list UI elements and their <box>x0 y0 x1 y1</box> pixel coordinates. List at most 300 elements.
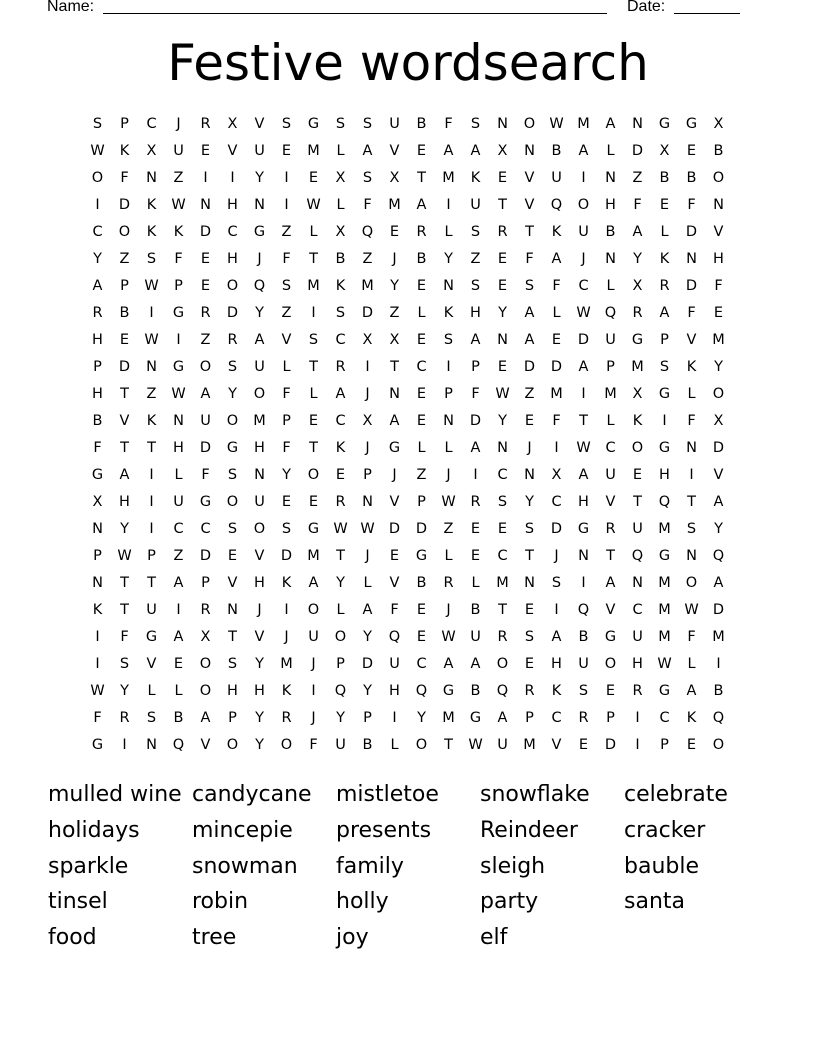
grid-letter[interactable]: W <box>360 521 375 537</box>
grid-letter[interactable]: Y <box>282 467 291 483</box>
grid-letter[interactable]: W <box>333 521 348 537</box>
grid-letter[interactable]: E <box>200 278 211 294</box>
grid-letter[interactable]: P <box>660 332 669 348</box>
grid-letter[interactable]: Z <box>281 224 292 240</box>
grid-letter[interactable]: P <box>606 359 615 375</box>
grid-letter[interactable]: N <box>443 278 454 294</box>
grid-letter[interactable]: G <box>604 629 617 645</box>
grid-letter[interactable]: S <box>659 359 670 375</box>
grid-letter[interactable]: N <box>497 332 508 348</box>
grid-letter[interactable]: Y <box>120 521 129 537</box>
grid-letter[interactable]: N <box>632 575 643 591</box>
grid-letter[interactable]: N <box>254 197 265 213</box>
grid-letter[interactable]: A <box>173 575 184 591</box>
grid-letter[interactable]: I <box>554 440 559 456</box>
grid-letter[interactable]: Z <box>173 548 184 564</box>
grid-letter[interactable]: I <box>581 386 586 402</box>
grid-letter[interactable]: D <box>199 440 212 456</box>
grid-letter[interactable]: K <box>659 251 670 267</box>
grid-letter[interactable]: O <box>334 629 347 645</box>
grid-letter[interactable]: B <box>92 413 103 429</box>
grid-letter[interactable]: S <box>92 116 103 132</box>
grid-letter[interactable]: U <box>254 494 265 510</box>
grid-letter[interactable]: V <box>281 332 292 348</box>
grid-letter[interactable]: A <box>470 440 481 456</box>
grid-letter[interactable]: H <box>92 332 103 348</box>
grid-letter[interactable]: O <box>226 737 239 753</box>
grid-letter[interactable]: J <box>554 548 559 564</box>
grid-letter[interactable]: I <box>149 521 154 537</box>
grid-letter[interactable]: V <box>227 575 238 591</box>
grid-letter[interactable]: T <box>687 494 696 510</box>
grid-letter[interactable]: S <box>524 629 535 645</box>
grid-letter[interactable]: A <box>605 575 616 591</box>
grid-letter[interactable]: H <box>578 494 589 510</box>
grid-letter[interactable]: X <box>227 116 238 132</box>
grid-letter[interactable]: A <box>443 656 454 672</box>
grid-letter[interactable]: P <box>201 575 210 591</box>
grid-letter[interactable]: T <box>417 170 426 186</box>
grid-letter[interactable]: D <box>280 548 293 564</box>
grid-letter[interactable]: K <box>281 683 292 699</box>
grid-letter[interactable]: N <box>389 386 400 402</box>
grid-letter[interactable]: E <box>524 602 535 618</box>
grid-letter[interactable]: A <box>551 251 562 267</box>
grid-letter[interactable]: G <box>658 116 671 132</box>
grid-letter[interactable]: J <box>392 251 397 267</box>
date-line[interactable] <box>674 13 740 14</box>
grid-letter[interactable]: S <box>497 494 508 510</box>
grid-letter[interactable]: U <box>254 143 265 159</box>
grid-letter[interactable]: I <box>176 602 181 618</box>
grid-letter[interactable]: K <box>146 413 157 429</box>
grid-letter[interactable]: P <box>363 467 372 483</box>
grid-letter[interactable]: R <box>416 224 427 240</box>
grid-letter[interactable]: U <box>470 629 481 645</box>
grid-letter[interactable]: P <box>147 548 156 564</box>
grid-letter[interactable]: G <box>685 116 698 132</box>
grid-letter[interactable]: K <box>686 710 697 726</box>
grid-letter[interactable]: O <box>712 386 725 402</box>
grid-letter[interactable]: U <box>605 467 616 483</box>
grid-letter[interactable]: N <box>92 575 103 591</box>
grid-letter[interactable]: F <box>471 386 480 402</box>
grid-letter[interactable]: W <box>144 278 159 294</box>
grid-letter[interactable]: G <box>388 440 401 456</box>
grid-letter[interactable]: X <box>389 332 400 348</box>
grid-letter[interactable]: W <box>549 116 564 132</box>
grid-letter[interactable]: U <box>632 521 643 537</box>
grid-letter[interactable]: L <box>336 602 345 618</box>
grid-letter[interactable]: Y <box>255 710 264 726</box>
grid-letter[interactable]: L <box>417 440 426 456</box>
grid-letter[interactable]: Z <box>362 251 373 267</box>
grid-letter[interactable]: G <box>307 521 320 537</box>
grid-letter[interactable]: E <box>416 413 427 429</box>
grid-letter[interactable]: X <box>389 170 400 186</box>
grid-letter[interactable]: M <box>550 386 563 402</box>
grid-letter[interactable]: I <box>122 737 127 753</box>
grid-letter[interactable]: G <box>415 548 428 564</box>
grid-letter[interactable]: Q <box>604 305 617 321</box>
grid-letter[interactable]: K <box>551 224 562 240</box>
grid-letter[interactable]: Q <box>631 548 644 564</box>
grid-letter[interactable]: U <box>578 224 589 240</box>
grid-letter[interactable]: Z <box>443 521 454 537</box>
grid-letter[interactable]: T <box>498 197 507 213</box>
grid-letter[interactable]: F <box>687 197 696 213</box>
grid-letter[interactable]: R <box>470 494 481 510</box>
grid-letter[interactable]: N <box>362 494 373 510</box>
grid-letter[interactable]: H <box>551 656 562 672</box>
grid-letter[interactable]: Q <box>361 224 374 240</box>
grid-letter[interactable]: O <box>523 116 536 132</box>
grid-letter[interactable]: V <box>524 197 535 213</box>
grid-letter[interactable]: G <box>658 386 671 402</box>
grid-letter[interactable]: M <box>712 629 725 645</box>
grid-letter[interactable]: R <box>632 305 643 321</box>
grid-letter[interactable]: Y <box>390 278 399 294</box>
grid-letter[interactable]: H <box>632 656 643 672</box>
grid-letter[interactable]: B <box>119 305 130 321</box>
grid-letter[interactable]: Q <box>658 494 671 510</box>
grid-letter[interactable]: O <box>712 737 725 753</box>
grid-letter[interactable]: H <box>470 305 481 321</box>
grid-letter[interactable]: D <box>415 521 428 537</box>
grid-letter[interactable]: P <box>93 548 102 564</box>
grid-letter[interactable]: N <box>146 737 157 753</box>
grid-letter[interactable]: D <box>388 521 401 537</box>
grid-letter[interactable]: W <box>495 386 510 402</box>
grid-letter[interactable]: I <box>581 170 586 186</box>
grid-letter[interactable]: O <box>496 656 509 672</box>
grid-letter[interactable]: A <box>308 575 319 591</box>
grid-letter[interactable]: E <box>389 224 400 240</box>
grid-letter[interactable]: H <box>119 494 130 510</box>
grid-letter[interactable]: T <box>525 224 534 240</box>
grid-letter[interactable]: U <box>254 359 265 375</box>
grid-letter[interactable]: M <box>658 521 671 537</box>
grid-letter[interactable]: K <box>146 224 157 240</box>
grid-letter[interactable]: P <box>336 656 345 672</box>
grid-letter[interactable]: K <box>146 197 157 213</box>
grid-letter[interactable]: V <box>605 602 616 618</box>
grid-letter[interactable]: P <box>174 278 183 294</box>
grid-letter[interactable]: E <box>416 332 427 348</box>
grid-letter[interactable]: B <box>416 251 427 267</box>
grid-letter[interactable]: K <box>470 170 481 186</box>
grid-letter[interactable]: J <box>311 656 316 672</box>
grid-letter[interactable]: S <box>443 332 454 348</box>
grid-letter[interactable]: O <box>253 386 266 402</box>
grid-letter[interactable]: T <box>309 359 318 375</box>
grid-letter[interactable]: U <box>173 494 184 510</box>
name-line[interactable] <box>103 13 607 14</box>
grid-letter[interactable]: S <box>146 710 157 726</box>
grid-letter[interactable]: J <box>176 116 181 132</box>
grid-letter[interactable]: A <box>632 224 643 240</box>
grid-letter[interactable]: D <box>118 359 131 375</box>
grid-letter[interactable]: S <box>227 359 238 375</box>
grid-letter[interactable]: Q <box>712 548 725 564</box>
grid-letter[interactable]: I <box>95 629 100 645</box>
grid-letter[interactable]: E <box>416 629 427 645</box>
grid-letter[interactable]: S <box>227 521 238 537</box>
grid-letter[interactable]: X <box>659 143 670 159</box>
grid-letter[interactable]: S <box>335 116 346 132</box>
grid-letter[interactable]: R <box>200 602 211 618</box>
grid-letter[interactable]: F <box>552 278 561 294</box>
grid-letter[interactable]: V <box>686 332 697 348</box>
grid-letter[interactable]: A <box>686 683 697 699</box>
grid-letter[interactable]: Y <box>255 656 264 672</box>
grid-letter[interactable]: D <box>118 197 131 213</box>
grid-letter[interactable]: C <box>335 332 346 348</box>
grid-letter[interactable]: M <box>631 359 644 375</box>
grid-letter[interactable]: C <box>551 494 562 510</box>
grid-letter[interactable]: V <box>389 575 400 591</box>
grid-letter[interactable]: D <box>469 413 482 429</box>
grid-letter[interactable]: G <box>631 332 644 348</box>
grid-letter[interactable]: F <box>363 197 372 213</box>
grid-letter[interactable]: M <box>496 575 509 591</box>
grid-letter[interactable]: M <box>442 170 455 186</box>
grid-letter[interactable]: S <box>470 116 481 132</box>
grid-letter[interactable]: X <box>335 224 346 240</box>
grid-letter[interactable]: C <box>578 278 589 294</box>
grid-letter[interactable]: D <box>550 521 563 537</box>
grid-letter[interactable]: H <box>92 386 103 402</box>
grid-letter[interactable]: T <box>120 602 129 618</box>
grid-letter[interactable]: L <box>444 548 453 564</box>
grid-letter[interactable]: B <box>713 143 724 159</box>
grid-letter[interactable]: F <box>282 251 291 267</box>
grid-letter[interactable]: I <box>311 305 316 321</box>
grid-letter[interactable]: K <box>551 683 562 699</box>
grid-letter[interactable]: X <box>92 494 103 510</box>
grid-letter[interactable]: K <box>281 575 292 591</box>
grid-letter[interactable]: F <box>444 116 453 132</box>
grid-letter[interactable]: A <box>443 143 454 159</box>
grid-letter[interactable]: Z <box>200 332 211 348</box>
grid-letter[interactable]: E <box>200 251 211 267</box>
grid-letter[interactable]: I <box>95 656 100 672</box>
grid-letter[interactable]: U <box>173 143 184 159</box>
grid-letter[interactable]: A <box>470 656 481 672</box>
grid-letter[interactable]: J <box>365 548 370 564</box>
grid-letter[interactable]: Q <box>253 278 266 294</box>
grid-letter[interactable]: S <box>227 656 238 672</box>
grid-letter[interactable]: B <box>659 170 670 186</box>
grid-letter[interactable]: O <box>307 467 320 483</box>
grid-letter[interactable]: M <box>388 197 401 213</box>
grid-letter[interactable]: I <box>284 197 289 213</box>
grid-letter[interactable]: Y <box>255 170 264 186</box>
grid-letter[interactable]: X <box>335 170 346 186</box>
grid-letter[interactable]: I <box>392 710 397 726</box>
grid-letter[interactable]: M <box>658 575 671 591</box>
grid-letter[interactable]: Y <box>417 710 426 726</box>
grid-letter[interactable]: V <box>119 413 130 429</box>
grid-letter[interactable]: U <box>308 629 319 645</box>
grid-letter[interactable]: I <box>149 305 154 321</box>
grid-letter[interactable]: I <box>311 683 316 699</box>
grid-letter[interactable]: R <box>497 224 508 240</box>
grid-letter[interactable]: I <box>716 656 721 672</box>
grid-letter[interactable]: E <box>686 737 697 753</box>
grid-letter[interactable]: M <box>307 548 320 564</box>
grid-letter[interactable]: E <box>416 386 427 402</box>
grid-letter[interactable]: U <box>551 170 562 186</box>
grid-letter[interactable]: M <box>280 656 293 672</box>
grid-letter[interactable]: D <box>685 278 698 294</box>
grid-letter[interactable]: E <box>281 143 292 159</box>
grid-letter[interactable]: G <box>226 440 239 456</box>
grid-letter[interactable]: G <box>307 116 320 132</box>
grid-letter[interactable]: K <box>632 413 643 429</box>
grid-letter[interactable]: L <box>552 305 561 321</box>
grid-letter[interactable]: V <box>146 656 157 672</box>
grid-letter[interactable]: G <box>253 224 266 240</box>
grid-letter[interactable]: M <box>712 332 725 348</box>
grid-letter[interactable]: Q <box>388 629 401 645</box>
grid-letter[interactable]: X <box>200 629 211 645</box>
grid-letter[interactable]: P <box>120 116 129 132</box>
grid-letter[interactable]: R <box>335 359 346 375</box>
grid-letter[interactable]: L <box>336 143 345 159</box>
grid-letter[interactable]: D <box>361 305 374 321</box>
grid-letter[interactable]: M <box>577 116 590 132</box>
grid-letter[interactable]: I <box>149 494 154 510</box>
grid-letter[interactable]: L <box>390 737 399 753</box>
grid-letter[interactable]: N <box>524 143 535 159</box>
grid-letter[interactable]: I <box>635 710 640 726</box>
grid-letter[interactable]: A <box>470 143 481 159</box>
grid-letter[interactable]: O <box>631 440 644 456</box>
grid-letter[interactable]: M <box>523 737 536 753</box>
grid-letter[interactable]: F <box>714 278 723 294</box>
grid-letter[interactable]: A <box>497 710 508 726</box>
grid-letter[interactable]: G <box>658 548 671 564</box>
grid-letter[interactable]: S <box>335 305 346 321</box>
grid-letter[interactable]: L <box>444 224 453 240</box>
grid-letter[interactable]: A <box>254 332 265 348</box>
grid-letter[interactable]: I <box>689 467 694 483</box>
grid-letter[interactable]: H <box>389 683 400 699</box>
grid-letter[interactable]: U <box>389 656 400 672</box>
grid-letter[interactable]: N <box>605 170 616 186</box>
grid-letter[interactable]: W <box>306 197 321 213</box>
grid-letter[interactable]: Y <box>93 251 102 267</box>
grid-letter[interactable]: L <box>444 440 453 456</box>
grid-letter[interactable]: S <box>119 656 130 672</box>
grid-letter[interactable]: H <box>173 440 184 456</box>
grid-letter[interactable]: Q <box>334 683 347 699</box>
grid-letter[interactable]: N <box>605 251 616 267</box>
grid-letter[interactable]: P <box>228 710 237 726</box>
grid-letter[interactable]: E <box>281 494 292 510</box>
grid-letter[interactable]: K <box>686 359 697 375</box>
grid-letter[interactable]: D <box>712 440 725 456</box>
grid-letter[interactable]: O <box>712 170 725 186</box>
grid-letter[interactable]: P <box>471 359 480 375</box>
grid-letter[interactable]: A <box>335 386 346 402</box>
grid-letter[interactable]: L <box>174 683 183 699</box>
grid-letter[interactable]: W <box>171 197 186 213</box>
grid-letter[interactable]: B <box>713 683 724 699</box>
grid-letter[interactable]: E <box>578 737 589 753</box>
grid-letter[interactable]: P <box>363 710 372 726</box>
grid-letter[interactable]: M <box>658 629 671 645</box>
grid-letter[interactable]: R <box>578 710 589 726</box>
grid-letter[interactable]: T <box>147 575 156 591</box>
grid-letter[interactable]: W <box>90 683 105 699</box>
grid-letter[interactable]: W <box>90 143 105 159</box>
grid-letter[interactable]: Y <box>363 629 372 645</box>
grid-letter[interactable]: H <box>713 251 724 267</box>
grid-letter[interactable]: S <box>470 278 481 294</box>
grid-letter[interactable]: F <box>552 413 561 429</box>
grid-letter[interactable]: V <box>605 494 616 510</box>
grid-letter[interactable]: Z <box>119 251 130 267</box>
grid-letter[interactable]: Y <box>498 305 507 321</box>
grid-letter[interactable]: N <box>497 116 508 132</box>
grid-letter[interactable]: I <box>554 602 559 618</box>
grid-letter[interactable]: V <box>389 494 400 510</box>
grid-letter[interactable]: E <box>308 494 319 510</box>
grid-letter[interactable]: V <box>713 224 724 240</box>
grid-letter[interactable]: C <box>659 710 670 726</box>
grid-letter[interactable]: V <box>713 467 724 483</box>
grid-letter[interactable]: F <box>201 467 210 483</box>
grid-letter[interactable]: Y <box>255 305 264 321</box>
grid-letter[interactable]: J <box>446 602 451 618</box>
grid-letter[interactable]: O <box>280 737 293 753</box>
grid-letter[interactable]: V <box>524 170 535 186</box>
grid-letter[interactable]: H <box>254 440 265 456</box>
grid-letter[interactable]: E <box>632 467 643 483</box>
grid-letter[interactable]: A <box>119 467 130 483</box>
grid-letter[interactable]: N <box>497 440 508 456</box>
grid-letter[interactable]: G <box>199 494 212 510</box>
grid-letter[interactable]: A <box>200 386 211 402</box>
grid-letter[interactable]: T <box>309 251 318 267</box>
grid-letter[interactable]: N <box>686 440 697 456</box>
grid-letter[interactable]: L <box>309 386 318 402</box>
grid-letter[interactable]: M <box>604 386 617 402</box>
grid-letter[interactable]: O <box>415 737 428 753</box>
grid-letter[interactable]: R <box>632 683 643 699</box>
grid-letter[interactable]: X <box>551 467 562 483</box>
grid-letter[interactable]: L <box>309 224 318 240</box>
grid-letter[interactable]: O <box>226 278 239 294</box>
grid-letter[interactable]: G <box>442 683 455 699</box>
grid-letter[interactable]: A <box>713 575 724 591</box>
grid-letter[interactable]: Z <box>173 170 184 186</box>
grid-letter[interactable]: M <box>307 278 320 294</box>
grid-letter[interactable]: F <box>390 602 399 618</box>
grid-letter[interactable]: O <box>577 197 590 213</box>
grid-letter[interactable]: G <box>658 683 671 699</box>
grid-letter[interactable]: S <box>686 521 697 537</box>
grid-letter[interactable]: S <box>281 278 292 294</box>
grid-letter[interactable]: E <box>497 359 508 375</box>
grid-letter[interactable]: S <box>524 278 535 294</box>
grid-letter[interactable]: I <box>635 737 640 753</box>
grid-letter[interactable]: H <box>227 251 238 267</box>
grid-letter[interactable]: B <box>551 143 562 159</box>
grid-letter[interactable]: E <box>659 197 670 213</box>
